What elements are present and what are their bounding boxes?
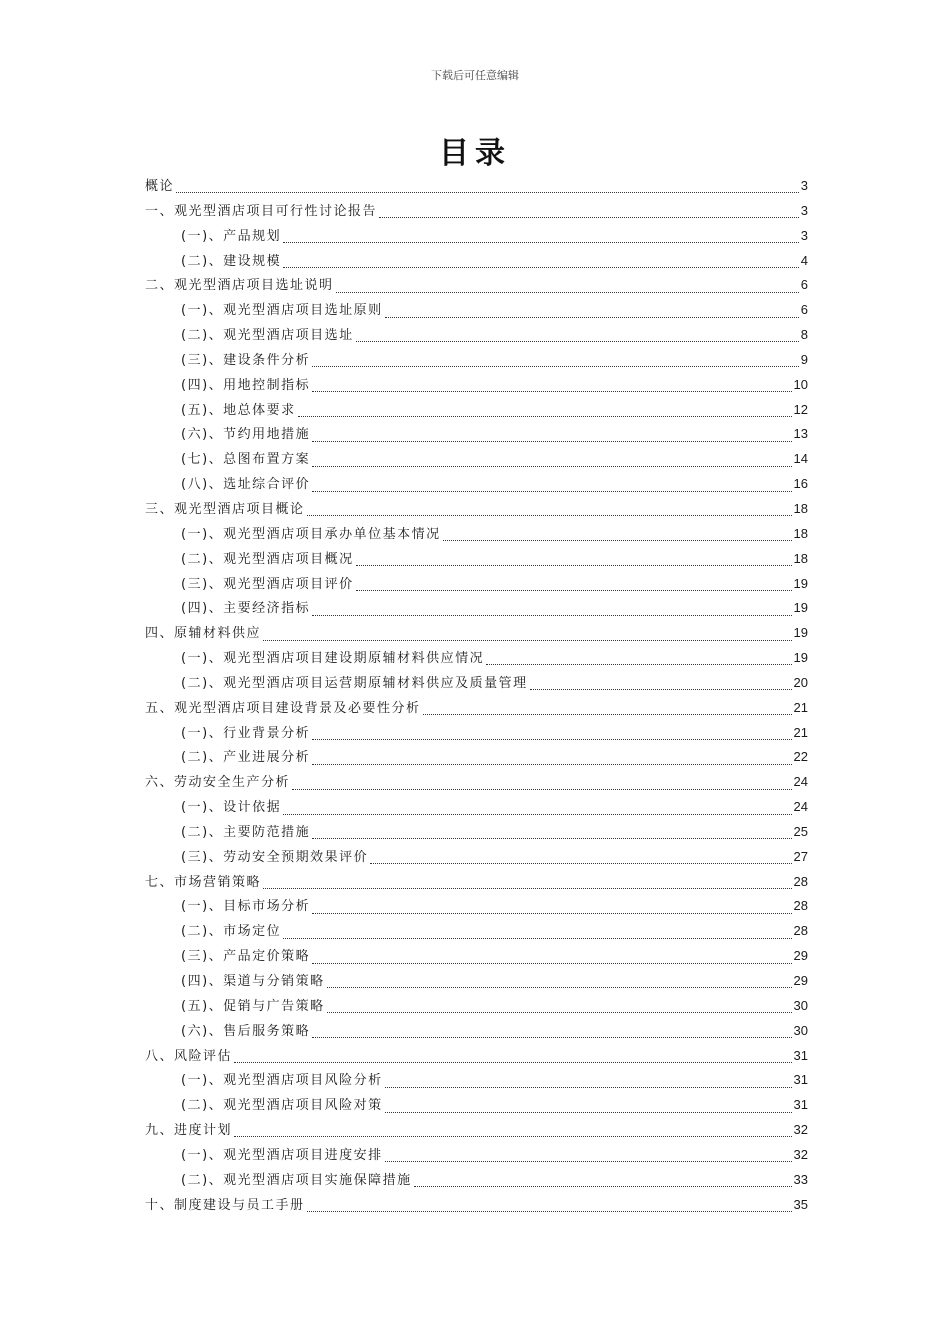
toc-leader-dots [263, 887, 792, 889]
toc-entry-label: (四)、主要经济指标 [181, 601, 311, 617]
toc-entry-label: (二)、市场定位 [181, 924, 282, 940]
toc-entry-label: 九、进度计划 [145, 1123, 233, 1139]
toc-entry-label: (一)、观光型酒店项目建设期原辅材料供应情况 [181, 651, 485, 667]
toc-entry-page: 13 [793, 426, 808, 442]
toc-leader-dots [486, 663, 791, 665]
toc-entry-label: 四、原辅材料供应 [145, 626, 262, 642]
toc-entry-label: (六)、售后服务策略 [181, 1023, 311, 1039]
toc-entry[interactable] [145, 1093, 808, 1118]
toc-entry[interactable] [145, 696, 808, 721]
toc-entry-page: 31 [793, 1097, 808, 1113]
toc-entry-page: 32 [793, 1146, 808, 1162]
toc-leader-dots [312, 614, 791, 616]
toc-entry-page: 9 [800, 351, 808, 367]
toc-entry-page: 12 [793, 401, 808, 417]
toc-entry-label: 五、观光型酒店项目建设背景及必要性分析 [145, 700, 421, 716]
toc-leader-dots [307, 1210, 792, 1212]
toc-entry-label: (一)、目标市场分析 [181, 899, 311, 915]
toc-entry-page: 24 [793, 774, 808, 790]
toc-entry[interactable] [145, 224, 808, 249]
toc-entry-label: 十、制度建设与员工手册 [145, 1197, 305, 1213]
toc-entry-label: (三)、产品定价策略 [181, 949, 311, 965]
toc-entry-label: (二)、观光型酒店项目概况 [181, 551, 354, 567]
toc-entry[interactable] [145, 323, 808, 348]
toc-entry-label: (五)、地总体要求 [181, 402, 296, 418]
toc-entry[interactable] [145, 199, 808, 224]
toc-leader-dots [423, 713, 792, 715]
toc-leader-dots [283, 241, 799, 243]
toc-leader-dots [312, 1036, 791, 1038]
toc-leader-dots [385, 1111, 792, 1113]
toc-entry-page: 31 [793, 1047, 808, 1063]
toc-entry[interactable] [145, 398, 808, 423]
toc-entry-page: 21 [793, 724, 808, 740]
toc-entry[interactable] [145, 845, 808, 870]
toc-entry-label: (七)、总图布置方案 [181, 452, 311, 468]
toc-entry[interactable] [145, 273, 808, 298]
toc-leader-dots [298, 415, 792, 417]
toc-entry-page: 18 [793, 500, 808, 516]
toc-entry[interactable] [145, 547, 808, 572]
toc-entry-label: (三)、劳动安全预期效果评价 [181, 849, 369, 865]
toc-entry-page: 16 [793, 476, 808, 492]
toc-entry-label: (三)、建设条件分析 [181, 352, 311, 368]
toc-entry-label: (六)、节约用地措施 [181, 427, 311, 443]
toc-entry[interactable] [145, 174, 808, 199]
toc-entry-label: 二、观光型酒店项目选址说明 [145, 278, 334, 294]
toc-entry-page: 30 [793, 997, 808, 1013]
toc-entry[interactable] [145, 1143, 808, 1168]
toc-entry-label: (二)、观光型酒店项目运营期原辅材料供应及质量管理 [181, 675, 528, 691]
toc-entry-label: (二)、产业进展分析 [181, 750, 311, 766]
toc-entry[interactable] [145, 671, 808, 696]
toc-entry-page: 21 [793, 699, 808, 715]
toc-leader-dots [336, 291, 799, 293]
toc-entry-page: 19 [793, 625, 808, 641]
toc-leader-dots [327, 986, 792, 988]
toc-entry-page: 28 [793, 898, 808, 914]
toc-entry[interactable] [145, 447, 808, 472]
toc-entry-page: 20 [793, 674, 808, 690]
toc-entry[interactable] [145, 249, 808, 274]
toc-entry[interactable] [145, 1168, 808, 1193]
toc-entry-label: (二)、观光型酒店项目风险对策 [181, 1098, 383, 1114]
toc-leader-dots [283, 937, 791, 939]
toc-entry[interactable] [145, 522, 808, 547]
toc-leader-dots [312, 490, 791, 492]
toc-entry[interactable] [145, 894, 808, 919]
toc-entry[interactable] [145, 422, 808, 447]
toc-entry-label: 六、劳动安全生产分析 [145, 775, 291, 791]
toc-leader-dots [356, 589, 792, 591]
toc-leader-dots [356, 564, 792, 566]
toc-entry-label: (三)、观光型酒店项目评价 [181, 576, 354, 592]
toc-leader-dots [263, 639, 792, 641]
toc-leader-dots [312, 390, 791, 392]
toc-entry-label: (二)、观光型酒店项目实施保障措施 [181, 1172, 412, 1188]
toc-leader-dots [312, 465, 791, 467]
toc-leader-dots [312, 837, 791, 839]
toc-entry-page: 24 [793, 799, 808, 815]
toc-entry-page: 19 [793, 600, 808, 616]
toc-entry-label: (二)、观光型酒店项目选址 [181, 328, 354, 344]
toc-leader-dots [283, 813, 791, 815]
toc-entry[interactable] [145, 1044, 808, 1069]
toc-entry[interactable] [145, 298, 808, 323]
toc-leader-dots [530, 688, 792, 690]
toc-entry[interactable] [145, 745, 808, 770]
toc-entry[interactable] [145, 994, 808, 1019]
toc-entry-label: 概论 [145, 179, 175, 194]
toc-leader-dots [292, 788, 792, 790]
toc-entry-page: 18 [793, 550, 808, 566]
toc-entry-label: (一)、设计依据 [181, 800, 282, 816]
toc-entry-page: 6 [800, 277, 808, 293]
toc-entry-page: 28 [793, 923, 808, 939]
toc-entry[interactable] [145, 373, 808, 398]
toc-entry-page: 22 [793, 749, 808, 765]
toc-entry[interactable] [145, 646, 808, 671]
toc-entry-page: 4 [800, 252, 808, 268]
toc-entry[interactable] [145, 919, 808, 944]
toc-leader-dots [234, 1135, 792, 1137]
toc-entry[interactable] [145, 621, 808, 646]
toc-entry-page: 14 [793, 451, 808, 467]
toc-leader-dots [312, 912, 791, 914]
toc-leader-dots [370, 862, 791, 864]
toc-entry[interactable] [145, 795, 808, 820]
toc-entry-page: 29 [793, 948, 808, 964]
toc-entry[interactable] [145, 572, 808, 597]
toc-leader-dots [312, 962, 791, 964]
toc-leader-dots [234, 1061, 792, 1063]
toc-entry-page: 8 [800, 327, 808, 343]
toc-entry-label: (五)、促销与广告策略 [181, 998, 325, 1014]
toc-entry-label: 一、观光型酒店项目可行性讨论报告 [145, 203, 378, 219]
toc-entry-page: 19 [793, 650, 808, 666]
toc-entry-page: 32 [793, 1122, 808, 1138]
toc-leader-dots [312, 365, 799, 367]
toc-entry-page: 6 [800, 302, 808, 318]
toc-entry-label: (一)、观光型酒店项目进度安排 [181, 1147, 383, 1163]
toc-entry[interactable] [145, 820, 808, 845]
toc-entry-page: 27 [793, 848, 808, 864]
toc-entry[interactable] [145, 721, 808, 746]
page-header: 下载后可任意编辑 [431, 69, 519, 82]
toc-entry-label: (一)、行业背景分析 [181, 725, 311, 741]
toc-entry-label: (一)、产品规划 [181, 228, 282, 244]
toc-leader-dots [385, 1160, 792, 1162]
toc-entry-page: 19 [793, 575, 808, 591]
toc-entry-page: 31 [793, 1072, 808, 1088]
toc-entry[interactable] [145, 770, 808, 795]
toc-entry-label: (一)、观光型酒店项目选址原则 [181, 303, 383, 319]
toc-leader-dots [327, 1011, 792, 1013]
toc-entry-page: 10 [793, 376, 808, 392]
toc-entry-page: 30 [793, 1022, 808, 1038]
toc-entry-page: 18 [793, 525, 808, 541]
toc-leader-dots [283, 266, 799, 268]
toc-leader-dots [379, 216, 799, 218]
toc-entry[interactable] [145, 348, 808, 373]
toc-leader-dots [307, 514, 792, 516]
toc-entry-label: (一)、观光型酒店项目承办单位基本情况 [181, 526, 441, 542]
toc-entry[interactable] [145, 1193, 808, 1218]
toc-leader-dots [312, 440, 791, 442]
toc-entry-label: (二)、建设规模 [181, 253, 282, 269]
toc-entry-page: 3 [800, 178, 808, 193]
toc-entry-page: 35 [793, 1196, 808, 1212]
toc-entry-page: 28 [793, 873, 808, 889]
table-of-contents [145, 174, 808, 1217]
toc-entry[interactable] [145, 1068, 808, 1093]
toc-entry-label: 七、市场营销策略 [145, 874, 262, 890]
toc-leader-dots [385, 1086, 792, 1088]
toc-leader-dots [312, 738, 791, 740]
toc-entry-page: 3 [800, 202, 808, 218]
toc-entry[interactable] [145, 596, 808, 621]
toc-entry[interactable] [145, 1019, 808, 1044]
toc-entry[interactable] [145, 497, 808, 522]
toc-entry[interactable] [145, 1118, 808, 1143]
toc-entry[interactable] [145, 870, 808, 895]
toc-leader-dots [356, 340, 799, 342]
toc-entry-label: 三、观光型酒店项目概论 [145, 501, 305, 517]
toc-entry-label: 八、风险评估 [145, 1048, 233, 1064]
toc-leader-dots [176, 191, 799, 193]
toc-entry-label: (四)、用地控制指标 [181, 377, 311, 393]
toc-entry-page: 29 [793, 973, 808, 988]
toc-leader-dots [312, 763, 791, 765]
toc-entry-label: (八)、选址综合评价 [181, 477, 311, 493]
toc-entry[interactable] [145, 944, 808, 969]
toc-entry[interactable] [145, 472, 808, 497]
toc-entry-page: 25 [793, 823, 808, 839]
toc-leader-dots [414, 1185, 792, 1187]
toc-entry-label: (二)、主要防范措施 [181, 824, 311, 840]
toc-leader-dots [443, 539, 792, 541]
toc-entry-page: 3 [800, 227, 808, 243]
toc-entry-label: (四)、渠道与分销策略 [181, 974, 325, 989]
toc-entry-label: (一)、观光型酒店项目风险分析 [181, 1073, 383, 1089]
toc-entry[interactable] [145, 969, 808, 994]
page-title: 目录 [439, 136, 511, 171]
toc-entry-page: 33 [793, 1171, 808, 1187]
toc-leader-dots [385, 316, 799, 318]
